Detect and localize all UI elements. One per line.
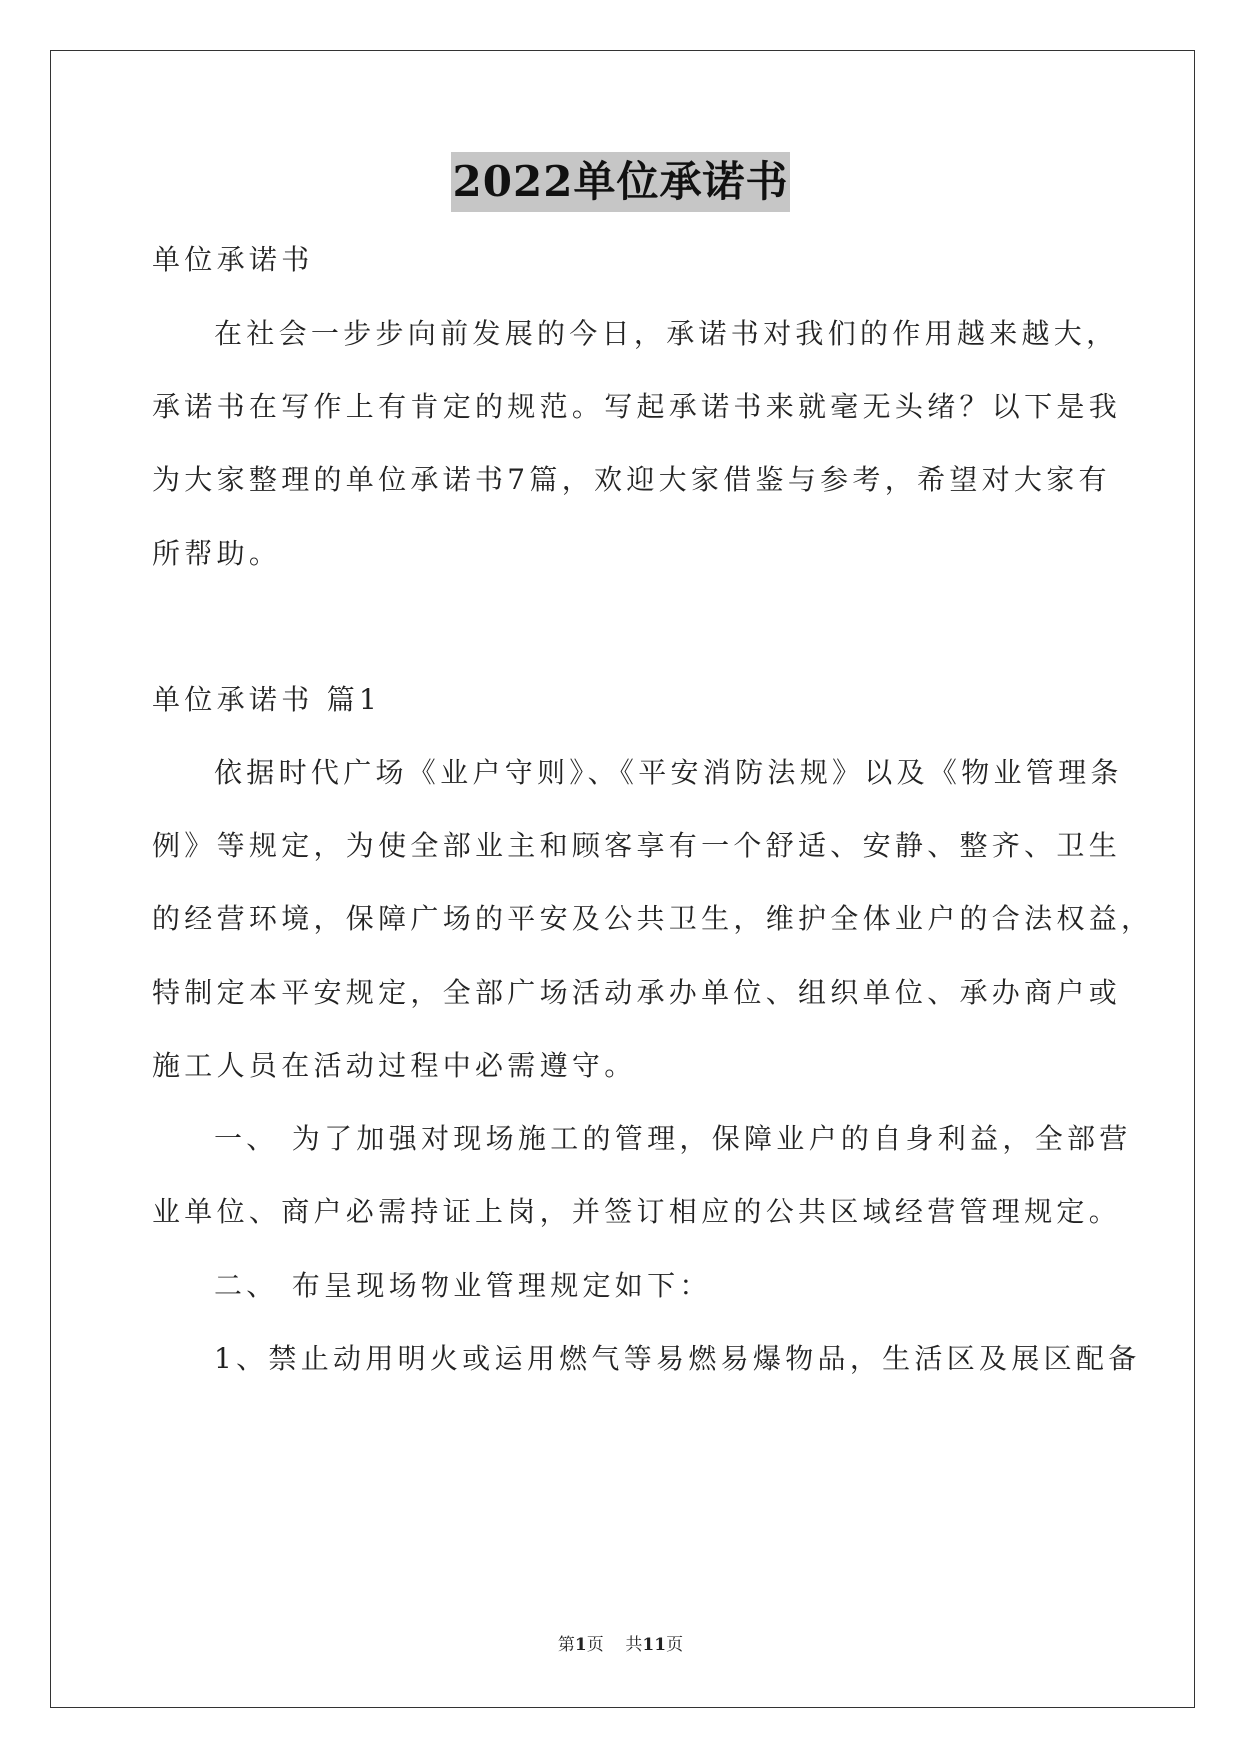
section-heading: 单位承诺书 (152, 243, 314, 276)
page-prefix: 第 (557, 1635, 575, 1655)
paragraph-line: 业单位、商户必需持证上岗，并签订相应的公共区域经营管理规定。 (152, 1195, 1122, 1228)
total-prefix: 共 (625, 1635, 643, 1655)
paragraph-line: 在社会一步步向前发展的今日，承诺书对我们的作用越来越大， (214, 317, 1119, 350)
total-pages: 11 (642, 1635, 667, 1655)
paragraph-line: 施工人员在活动过程中必需遵守。 (152, 1049, 637, 1082)
paragraph-line: 为大家整理的单位承诺书7篇，欢迎大家借鉴与参考，希望对大家有 (152, 463, 1111, 496)
paragraph-line: 一、 为了加强对现场施工的管理，保障业户的自身利益，全部营 (214, 1122, 1132, 1155)
page-suffix: 页 (586, 1635, 604, 1655)
paragraph-line: 的经营环境，保障广场的平安及公共卫生，维护全体业户的合法权益， (152, 902, 1154, 935)
paragraph-line: 1、禁止动用明火或运用燃气等易燃易爆物品，生活区及展区配备 (214, 1342, 1141, 1375)
paragraph-line: 依据时代广场《业户守则》、《平安消防法规》以及《物业管理条 (214, 756, 1123, 789)
paragraph-line: 二、 布呈现场物业管理规定如下： (214, 1269, 712, 1302)
paragraph-line: 特制定本平安规定，全部广场活动承办单位、组织单位、承办商户或 (152, 976, 1122, 1009)
page-number: 1 (574, 1635, 587, 1655)
page-border (50, 50, 1195, 1708)
paragraph-line: 承诺书在写作上有肯定的规范。写起承诺书来就毫无头绪？以下是我 (152, 390, 1122, 423)
paragraph-line: 所帮助。 (152, 537, 282, 570)
section-heading: 单位承诺书 篇1 (152, 683, 382, 716)
document-title: 2022单位承诺书 (451, 152, 791, 212)
total-suffix: 页 (666, 1635, 684, 1655)
page-footer (0, 1630, 1241, 1655)
paragraph-line: 例》等规定，为使全部业主和顾客享有一个舒适、安静、整齐、卫生 (152, 829, 1122, 862)
title-container (0, 152, 1241, 212)
